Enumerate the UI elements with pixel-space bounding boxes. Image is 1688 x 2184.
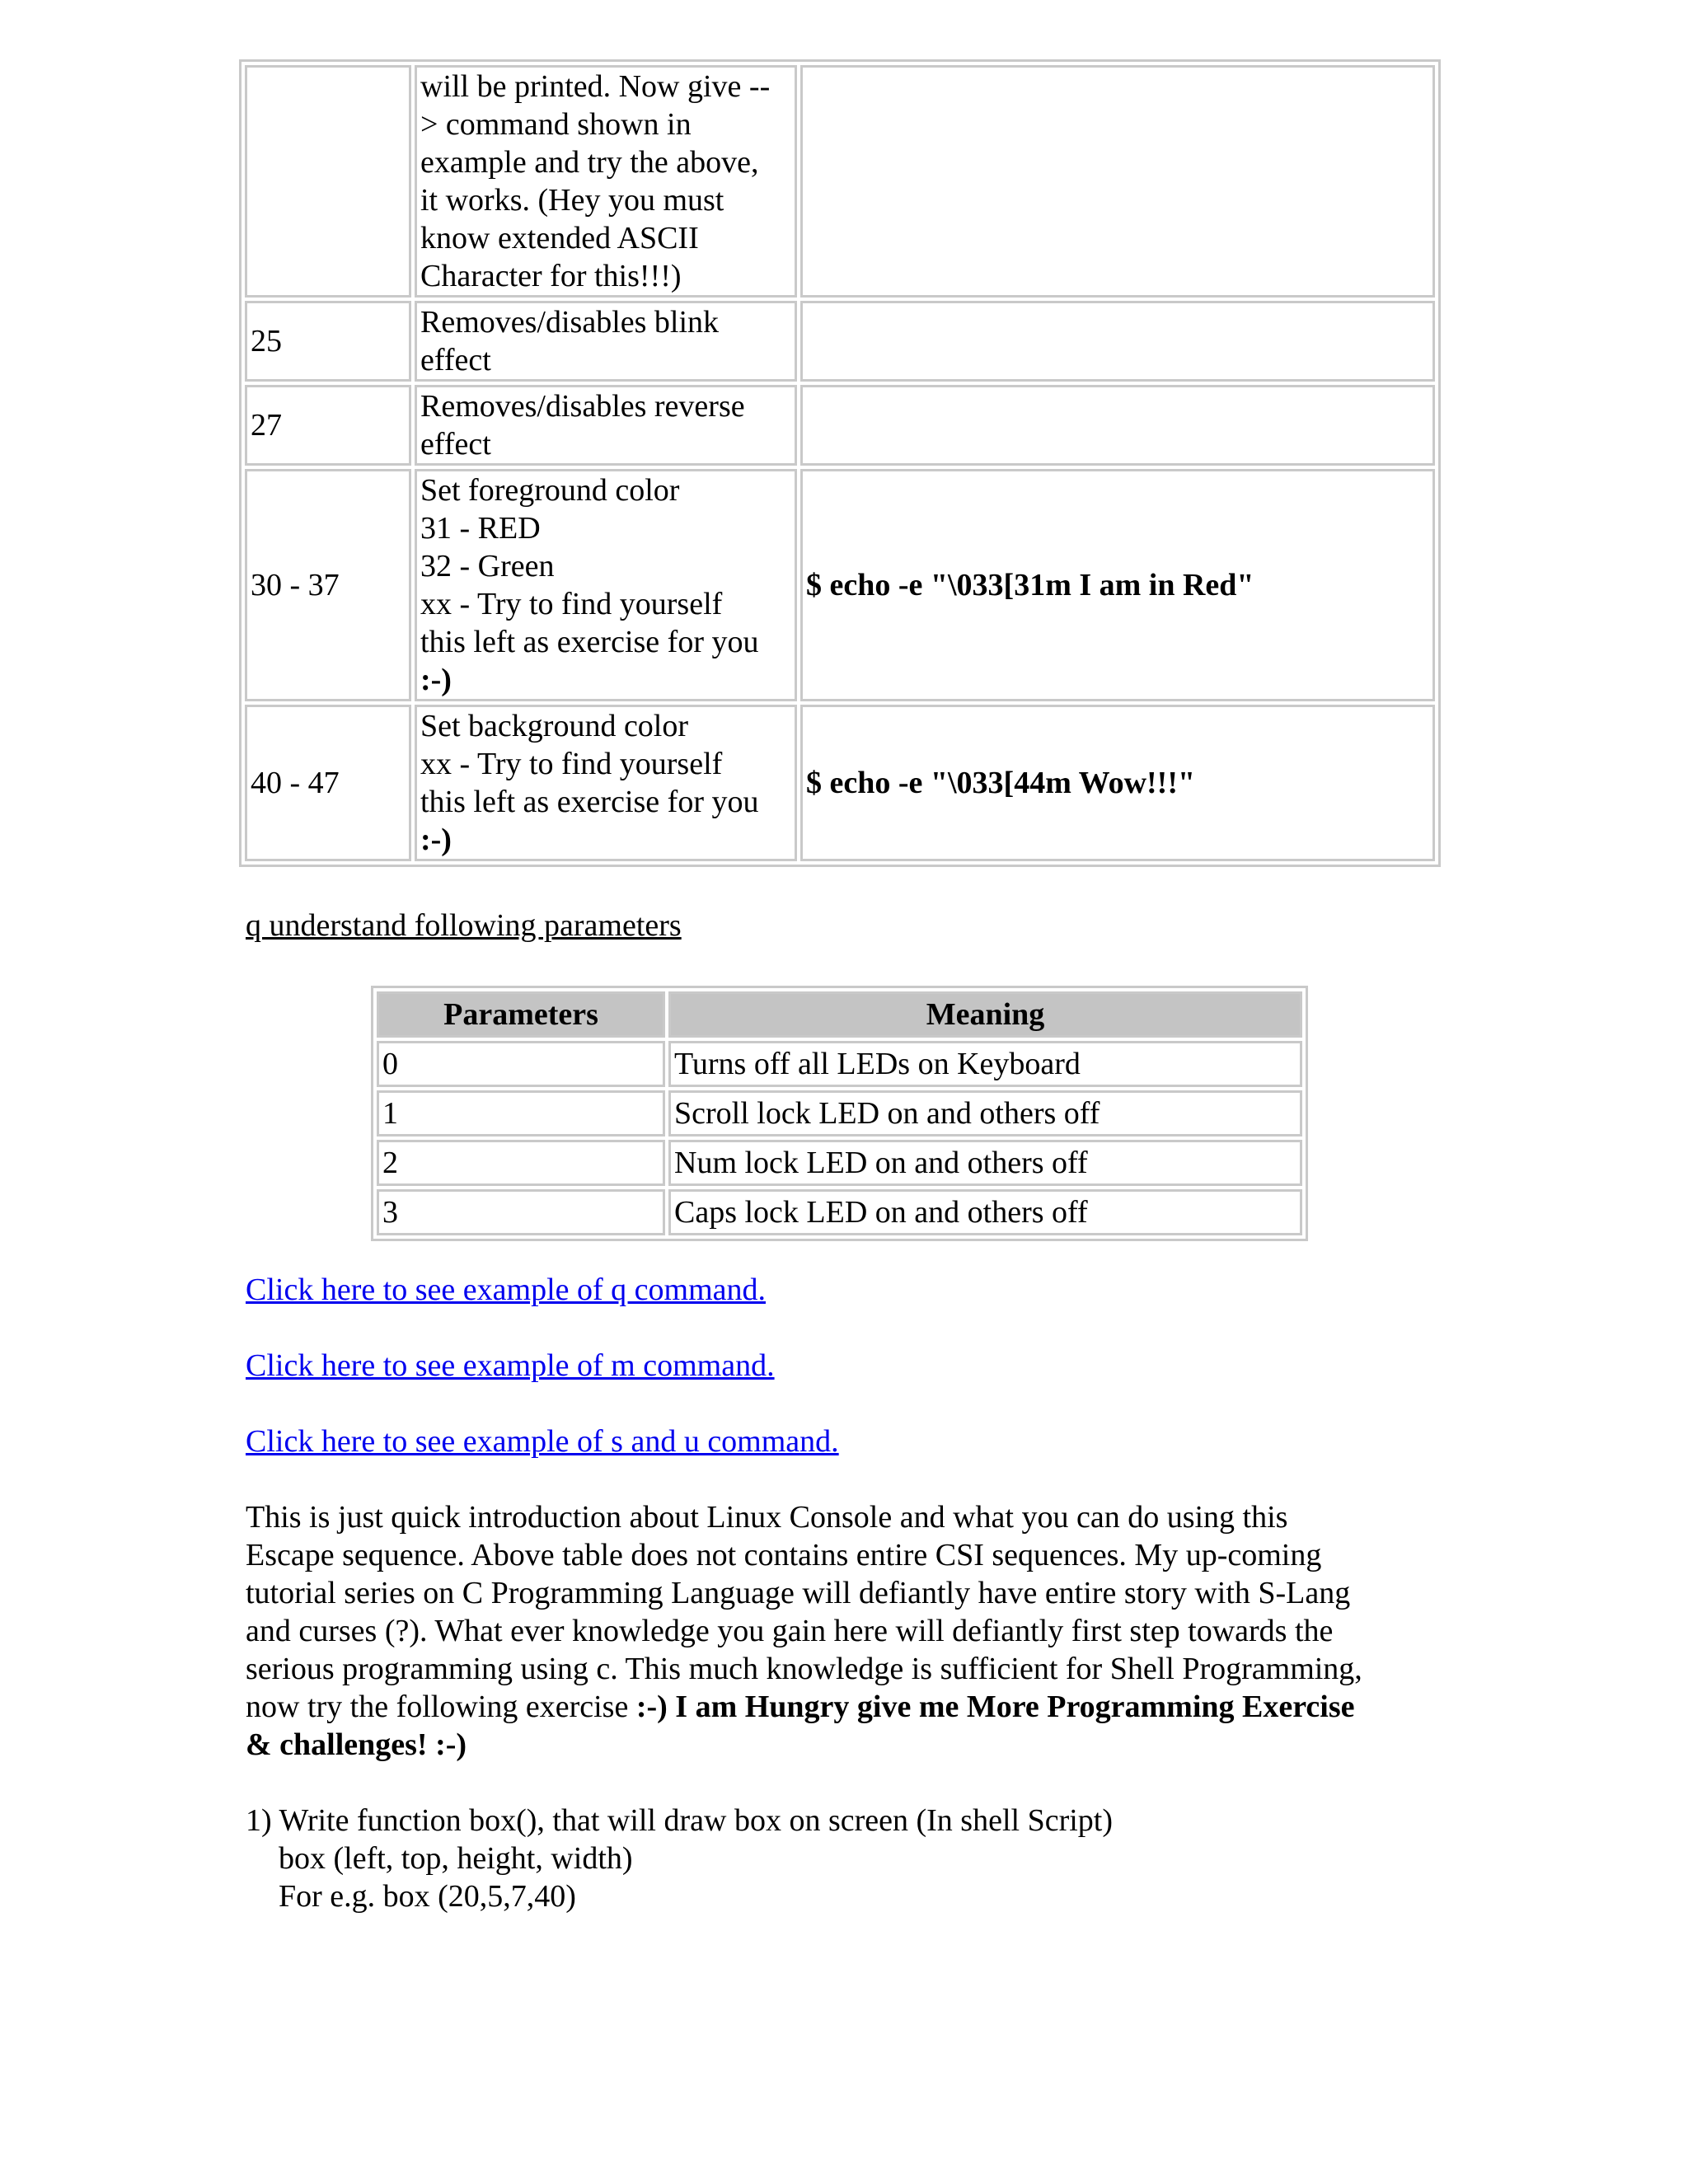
- s-and-u-command-example-link[interactable]: Click here to see example of s and u command.: [246, 1424, 839, 1459]
- exercise-line: 1) Write function box(), that will draw box on screen (In shell Script): [246, 1803, 1113, 1838]
- header-parameters: Parameters: [377, 991, 665, 1038]
- parameters-table: [371, 986, 1308, 1241]
- table-row: [377, 1189, 1302, 1235]
- header-meaning: Meaning: [668, 991, 1302, 1038]
- parameter-cell: 0: [377, 1041, 665, 1087]
- exercise-line: box (left, top, height, width): [279, 1841, 633, 1876]
- meaning-cell: Num lock LED on and others off: [668, 1140, 1302, 1186]
- example-cell: $ echo -e "\033[44m Wow!!!": [800, 705, 1435, 861]
- code-cell: 30 - 37: [245, 469, 411, 701]
- meaning-cell: Caps lock LED on and others off: [668, 1189, 1302, 1235]
- escape-codes-table: [239, 59, 1441, 867]
- meaning-cell: Turns off all LEDs on Keyboard: [668, 1041, 1302, 1087]
- table-row: [245, 65, 1435, 298]
- description-cell: Set foreground color 31 - RED 32 - Green xx - Try to find yourself this left as exercise for you :-): [415, 469, 797, 701]
- parameter-cell: 1: [377, 1090, 665, 1137]
- code-cell: 25: [245, 301, 411, 382]
- description-cell: Set background color xx - Try to find yourself this left as exercise for you :-): [415, 705, 797, 861]
- table-row: [245, 301, 1435, 382]
- description-cell: Removes/disables reverse effect: [415, 385, 797, 466]
- code-cell: [245, 65, 411, 298]
- table-row: [377, 1041, 1302, 1087]
- description-cell: will be printed. Now give -- > command shown in example and try the above, it works. (Hey you must know extended ASCII Character for this!!!): [415, 65, 797, 298]
- table-header-row: [377, 991, 1302, 1038]
- parameter-cell: 3: [377, 1189, 665, 1235]
- code-cell: 27: [245, 385, 411, 466]
- q-command-example-link[interactable]: Click here to see example of q command.: [246, 1272, 767, 1307]
- exercise-line: For e.g. box (20,5,7,40): [279, 1879, 576, 1914]
- example-cell: $ echo -e "\033[31m I am in Red": [800, 469, 1435, 701]
- m-command-example-link[interactable]: Click here to see example of m command.: [246, 1348, 775, 1383]
- table-row: [377, 1090, 1302, 1137]
- example-cell: [800, 65, 1435, 298]
- code-cell: 40 - 47: [245, 705, 411, 861]
- table-row: [245, 469, 1435, 701]
- intro-paragraph: This is just quick introduction about Linux Console and what you can do using this Escape sequence. Above table does not contains entire CSI sequences. My up-coming tutorial series on C Programming Language will defiantly have entire story with S-Lang and curses (?). What ever knowledge you gain here will defiantly first step towards the serious programming using c. This much knowledge is sufficient for Shell Programming, now try the following exercise :-) I am Hungry give me More Programming Exercise & challenges! :-): [246, 1500, 1362, 1762]
- parameter-cell: 2: [377, 1140, 665, 1186]
- exercise-paragraph: [246, 1802, 1441, 1915]
- example-cell: [800, 301, 1435, 382]
- example-cell: [800, 385, 1435, 466]
- description-cell: Removes/disables blink effect: [415, 301, 797, 382]
- table-row: [245, 385, 1435, 466]
- meaning-cell: Scroll lock LED on and others off: [668, 1090, 1302, 1137]
- table-row: [245, 705, 1435, 861]
- table-row: [377, 1140, 1302, 1186]
- section-heading: q understand following parameters: [246, 908, 682, 943]
